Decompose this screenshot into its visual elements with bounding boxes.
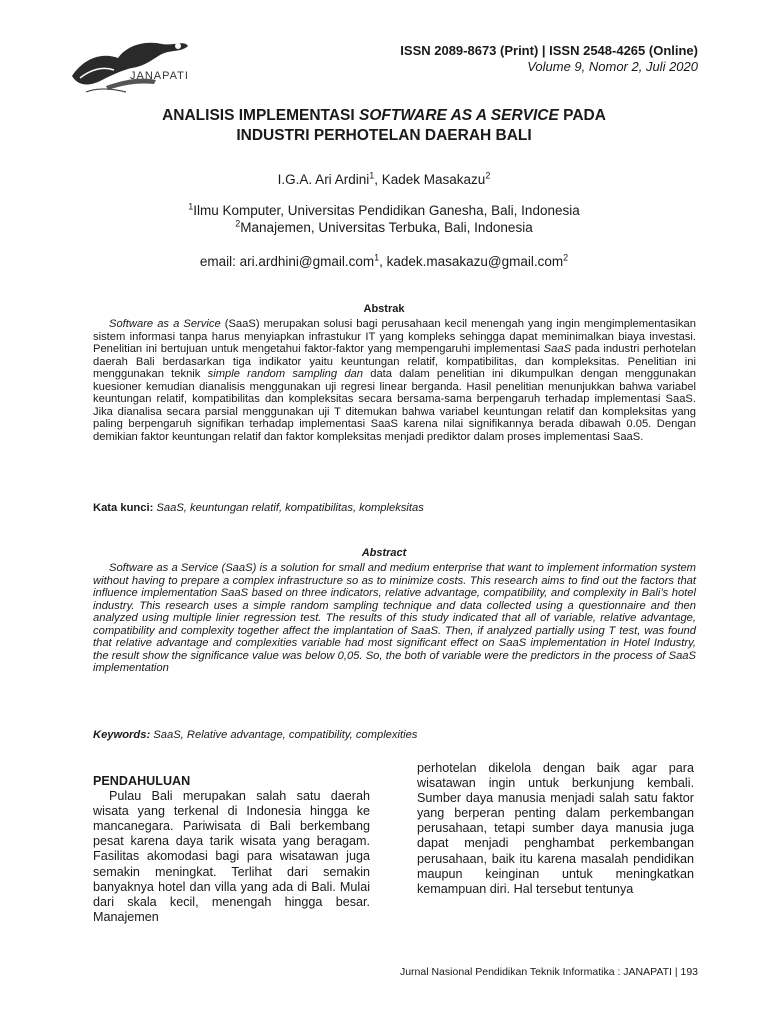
abstrak-body: [93, 318, 696, 443]
body-right-column: [417, 761, 694, 897]
paper-title: [70, 106, 698, 146]
email-superscript: 1: [374, 252, 380, 263]
author-list: [70, 172, 698, 187]
title-part2: PADA: [558, 107, 606, 124]
abstract-body: [93, 562, 696, 675]
issn-line: ISSN 2089-8673 (Print) | ISSN 2548-4265 (Online): [400, 43, 698, 58]
abstrak-text: data dalam penelitian ini dikumpulkan dengan menggunakan kuesioner kemudian dianalisis menggunakan uji regresi linear berganda. Hasil penelitian menunjukkan bahwa variabel keuntungan relatif, kompatibilitas dan kompleksitas secara bersama-sama berpengaruh terhadap implementasi SaaS. Jika dianalisa secara parsial menggunakan uji T ditemukan bahwa variabel keuntungan relatif dan kompleksitas yang paling berpengaruh signifikan terhadap implementasi SaaS karena nilai signifikannya berada dibawah 0.05. Dengan demikian faktor keuntungan relatif dan faktor kompleksitas menjadi prediktor dalam proses implementasi SaaS.: [93, 368, 696, 443]
keywords-line: [93, 729, 417, 741]
kata-kunci-label: Kata kunci:: [93, 502, 154, 514]
kata-kunci-text: SaaS, keuntungan relatif, kompatibilitas, kompleksitas: [153, 502, 424, 514]
abstrak-text: pada industri perhotelan daerah Bali berdasarkan tiga indikator yaitu keuntungan relatif, kompatibilitas, dan kompleksitas. Penelitian ini menggunakan teknik: [93, 343, 696, 380]
abstrak-text: (SaaS) merupakan solusi bagi perusahaan kecil menengah yang ingin mengimplementasikan sistem informasi tanpa harus menyiapkan infrastukur IT yang kompleks sehingga dapat meminimalkan biaya investasi. Penelitian ini bertujuan untuk mengetahui faktor-faktor yang mempengaruhi implementasi: [93, 318, 696, 355]
author-separator: ,: [374, 172, 382, 187]
author-name: Kadek Masakazu: [381, 172, 486, 187]
section-heading: PENDAHULUAN: [93, 774, 191, 788]
email-address-1[interactable]: ari.ardhini@gmail.com: [239, 254, 375, 269]
logo-wordmark: JANAPATI: [130, 70, 189, 82]
author-superscript: 1: [369, 170, 375, 181]
author-name: I.G.A. Ari Ardini: [277, 172, 370, 187]
affiliation-superscript: 1: [188, 201, 194, 212]
abstrak-heading: Abstrak: [363, 303, 405, 315]
abstrak-italic: simple random sampling dan: [207, 368, 363, 380]
affiliation-2: [70, 220, 698, 235]
right-column-text: perhotelan dikelola dengan baik agar para wisatawan ingin untuk berkunjung kembali. Sumber daya manusia menjadi salah satu faktor yang berperan penting dalam perkembangan perusahaan, tetapi sumber daya manusia juga dapat menjadi penghambat perkembangan perusahaan, baik itu karena masalah pendidikan maupun keinginan untuk meningkatkan kemampuan diri. Hal tersebut tentunya: [417, 761, 694, 896]
kata-kunci-line: [93, 502, 424, 514]
abstrak-italic: SaaS: [543, 343, 572, 355]
affiliation-1: [70, 203, 698, 218]
affiliation-superscript: 2: [235, 218, 241, 229]
volume-line: Volume 9, Nomor 2, Juli 2020: [527, 59, 698, 74]
abstrak-italic: Software as a Service: [109, 318, 221, 330]
author-superscript: 2: [485, 170, 491, 181]
abstract-heading: Abstract: [361, 547, 407, 559]
keywords-label: Keywords:: [93, 729, 151, 741]
journal-logo-graphic: [66, 36, 192, 100]
abstract-text: Software as a Service (SaaS) is a solution for small and medium enterprise that want to implement information system without having to prepare a complex infrastructure so as to minimize costs. This research aims to find out the factors that influence implementation SaaS based on three indicators, relative advantage, compatibility, and complexity in Bali’s hotel industry. This research uses a simple random sampling technique and data collected using a questionnaire and then analyzed using multiple linier regression test. The results of this study indicated that all of variable, relative advantage, compatibility and complexity together affect the implantation of SaaS. Then, if analyzed partially using T test, was found that relative advantage and complexities variable had most significant effect on SaaS implementation in Hotel Industry, the result show the significance value was below 0,05. So, the both of variable were the predictors in the process of SaaS implementation: [93, 562, 696, 674]
email-superscript: 2: [563, 252, 569, 263]
affiliation-text: Ilmu Komputer, Universitas Pendidikan Ganesha, Bali, Indonesia: [193, 203, 580, 218]
title-line2: INDUSTRI PERHOTELAN DAERAH BALI: [236, 127, 532, 144]
body-left-column: [93, 774, 370, 925]
email-separator: ,: [379, 254, 387, 269]
keywords-text: SaaS, Relative advantage, compatibility, complexities: [150, 729, 418, 741]
email-line: [70, 254, 698, 269]
left-column-text: Pulau Bali merupakan salah satu daerah wisata yang terkenal di Indonesia hingga ke mancanegara. Pariwisata di Bali berkembang pesat karena daya tarik wisata yang beragam. Fasilitas akomodasi bagi para wisatawan juga semakin meningkat. Terlihat dari semakin banyaknya hotel dan villa yang ada di Bali. Mulai dari skala kecil, menengah hingga besar. Manajemen: [93, 789, 370, 924]
title-italic: SOFTWARE AS A SERVICE: [359, 107, 559, 124]
email-prefix: email:: [199, 254, 240, 269]
page-footer: Jurnal Nasional Pendidikan Teknik Informatika : JANAPATI | 193: [399, 966, 698, 978]
email-address-2[interactable]: kadek.masakazu@gmail.com: [386, 254, 564, 269]
title-part1: ANALISIS IMPLEMENTASI: [162, 107, 360, 124]
affiliation-text: Manajemen, Universitas Terbuka, Bali, Indonesia: [240, 220, 533, 235]
